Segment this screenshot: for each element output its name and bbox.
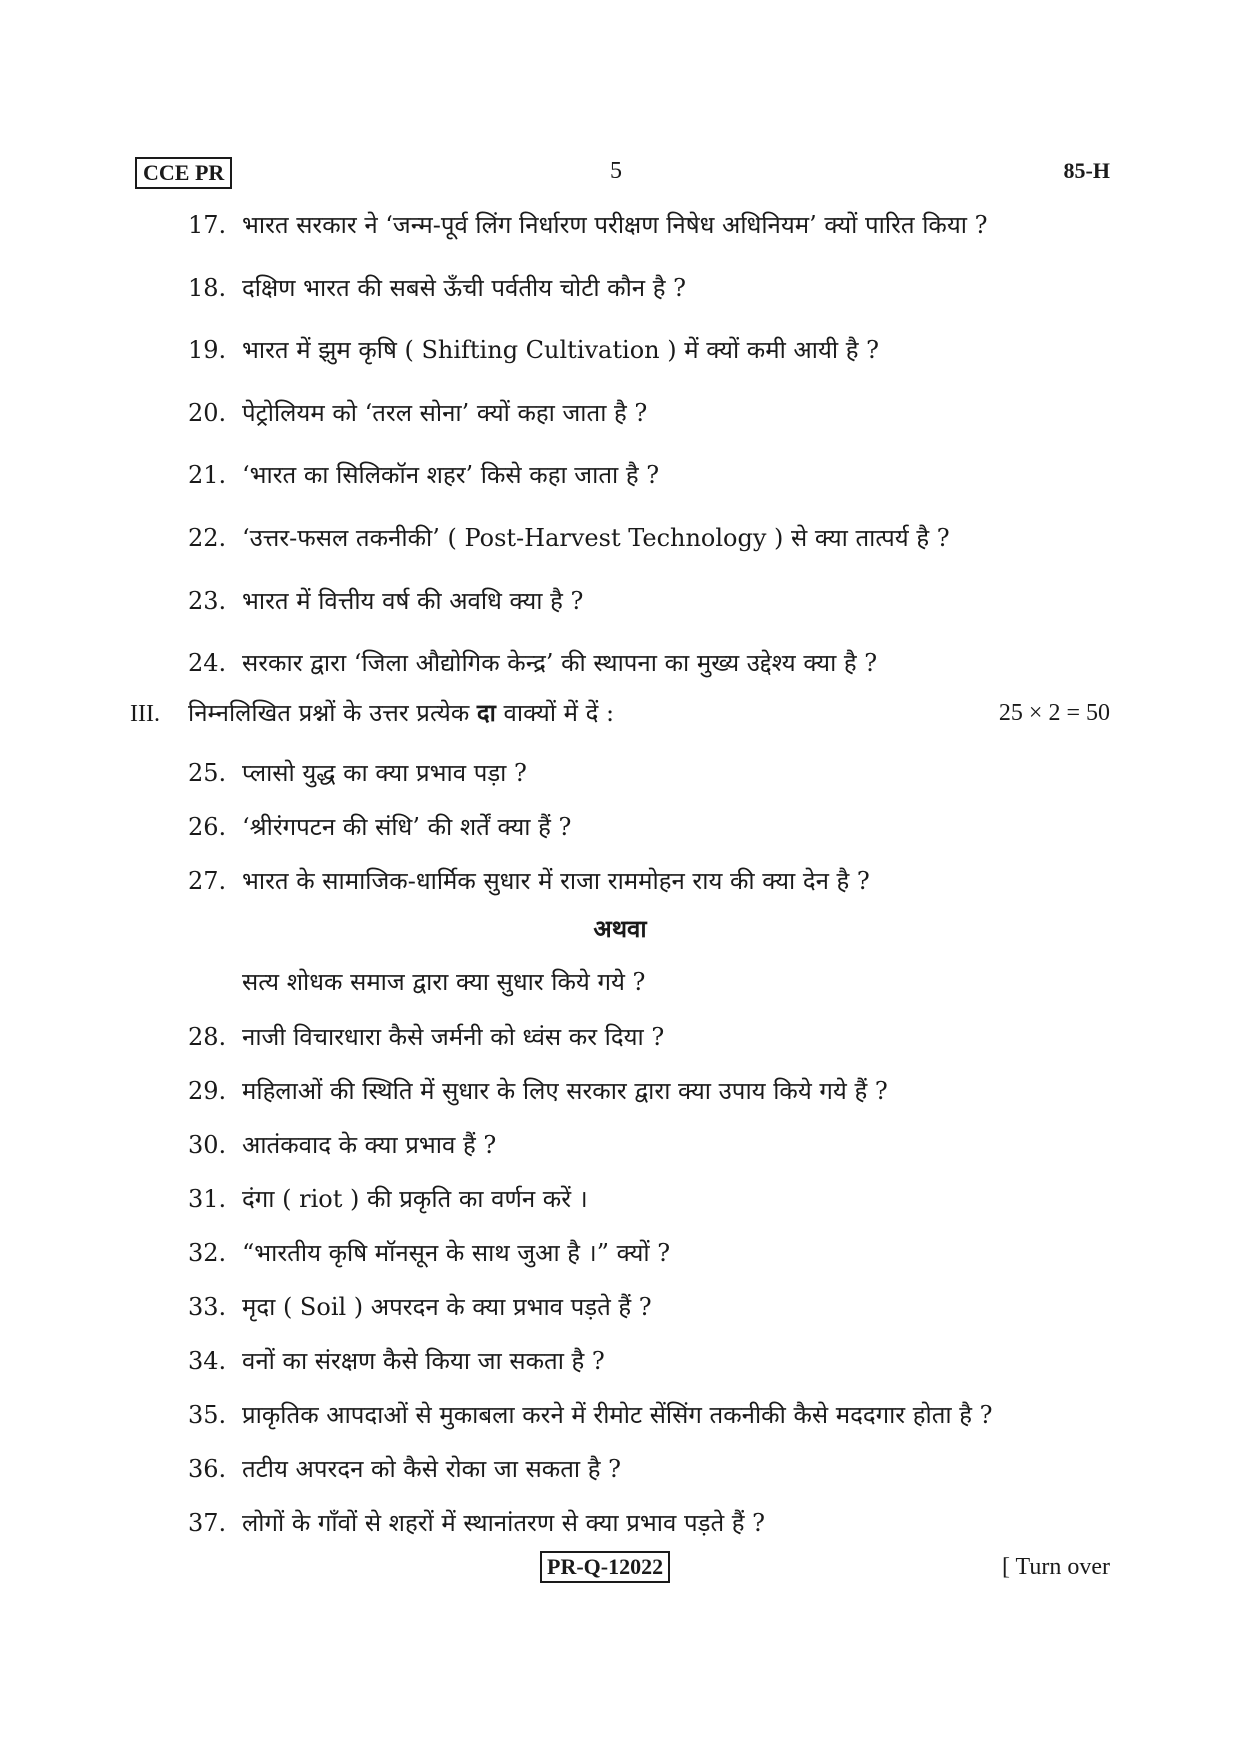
question-number: 29.: [188, 1077, 227, 1105]
paper-code: 85-H: [1063, 158, 1110, 183]
question-number: 18.: [188, 274, 227, 302]
question-item: [188, 585, 583, 617]
exam-code-box: CCE PR: [135, 157, 232, 189]
question-number: 35.: [188, 1401, 227, 1429]
section-number: III.: [130, 701, 160, 727]
question-text: सरकार द्वारा ‘जिला औद्योगिक केन्द्र’ की स्थापना का मुख्य उद्देश्य क्या है ?: [242, 649, 878, 677]
question-number: 22.: [188, 524, 227, 552]
question-text: भारत में झुम कृषि ( Shifting Cultivation ) में क्यों कमी आयी है ?: [242, 336, 879, 364]
question-item: [188, 865, 870, 897]
question-item: [188, 1453, 621, 1485]
question-number: 20.: [188, 399, 227, 427]
question-text: तटीय अपरदन को कैसे रोका जा सकता है ?: [242, 1455, 621, 1483]
question-text: लोगों के गाँवों से शहरों में स्थानांतरण से क्या प्रभाव पड़ते हैं ?: [242, 1509, 765, 1537]
question-number: 23.: [188, 587, 227, 615]
question-text: “भारतीय कृषि मॉनसून के साथ जुआ है ।” क्यों ?: [242, 1239, 671, 1267]
question-number: 34.: [188, 1347, 227, 1375]
question-text: ‘उत्तर-फसल तकनीकी’ ( Post-Harvest Technology ) से क्या तात्पर्य है ?: [242, 524, 950, 552]
question-item: [188, 1237, 670, 1269]
question-item: [188, 1183, 588, 1215]
question-text: भारत के सामाजिक-धार्मिक सुधार में राजा राममोहन राय की क्या देन है ?: [242, 867, 870, 895]
question-item: [188, 209, 987, 241]
question-item: [188, 1507, 765, 1539]
question-item: [188, 1075, 888, 1107]
question-item: [188, 1399, 992, 1431]
question-item: [188, 459, 659, 491]
question-number: 33.: [188, 1293, 227, 1321]
question-item: [188, 397, 647, 429]
question-number: 21.: [188, 461, 227, 489]
page-header: [135, 157, 1110, 193]
question-number: 37.: [188, 1509, 227, 1537]
question-text: पेट्रोलियम को ‘तरल सोना’ क्यों कहा जाता है ?: [242, 399, 648, 427]
question-number: 31.: [188, 1185, 227, 1213]
section-marks: 25 × 2 = 50: [998, 700, 1110, 726]
turn-over-note: [ Turn over: [1001, 1554, 1110, 1580]
question-text: दंगा ( riot ) की प्रकृति का वर्णन करें ।: [242, 1185, 588, 1213]
question-number: 30.: [188, 1131, 227, 1159]
question-text: वनों का संरक्षण कैसे किया जा सकता है ?: [242, 1347, 605, 1375]
question-number: 17.: [188, 211, 227, 239]
question-number: 19.: [188, 336, 227, 364]
question-item: [188, 811, 571, 843]
question-text: मृदा ( Soil ) अपरदन के क्या प्रभाव पड़ते हैं ?: [242, 1293, 652, 1321]
section-instruction: निम्नलिखित प्रश्नों के उत्तर प्रत्येक दा वाक्यों में दें :: [188, 698, 615, 727]
alternative-question: सत्य शोधक समाज द्वारा क्या सुधार किये गये ?: [242, 968, 646, 996]
or-separator: अथवा: [593, 914, 647, 943]
question-text: नाजी विचारधारा कैसे जर्मनी को ध्वंस कर दिया ?: [242, 1023, 665, 1051]
question-text: प्राकृतिक आपदाओं से मुकाबला करने में रीमोट सेंसिंग तकनीकी कैसे मददगार होता है ?: [242, 1401, 993, 1429]
question-number: 26.: [188, 813, 227, 841]
question-paper-code: PR-Q-12022: [540, 1551, 670, 1583]
question-text: ‘श्रीरंगपटन की संधि’ की शर्तें क्या हैं ?: [242, 813, 572, 841]
question-text: भारत में वित्तीय वर्ष की अवधि क्या है ?: [242, 587, 584, 615]
question-item: [188, 1291, 652, 1323]
question-item: [188, 1021, 664, 1053]
question-number: 32.: [188, 1239, 227, 1267]
question-text: महिलाओं की स्थिति में सुधार के लिए सरकार द्वारा क्या उपाय किये गये हैं ?: [242, 1077, 888, 1105]
question-text: भारत सरकार ने ‘जन्म-पूर्व लिंग निर्धारण परीक्षण निषेध अधिनियम’ क्यों पारित किया ?: [242, 211, 988, 239]
page-number: 5: [610, 158, 622, 184]
question-item: [188, 522, 950, 554]
section-heading: [130, 697, 1110, 730]
question-number: 25.: [188, 759, 227, 787]
question-text: आतंकवाद के क्या प्रभाव हैं ?: [242, 1131, 497, 1159]
question-item: [188, 647, 877, 679]
question-number: 24.: [188, 649, 227, 677]
question-item: [188, 272, 686, 304]
question-item: [188, 1345, 605, 1377]
question-number: 27.: [188, 867, 227, 895]
question-item: [188, 757, 527, 789]
question-item: [188, 1129, 496, 1161]
question-text: प्लासो युद्ध का क्या प्रभाव पड़ा ?: [242, 759, 527, 787]
question-number: 28.: [188, 1023, 227, 1051]
question-item: [188, 334, 879, 366]
question-text: ‘भारत का सिलिकॉन शहर’ किसे कहा जाता है ?: [242, 461, 660, 489]
question-number: 36.: [188, 1455, 227, 1483]
question-text: दक्षिण भारत की सबसे ऊँची पर्वतीय चोटी कौन है ?: [242, 274, 686, 302]
